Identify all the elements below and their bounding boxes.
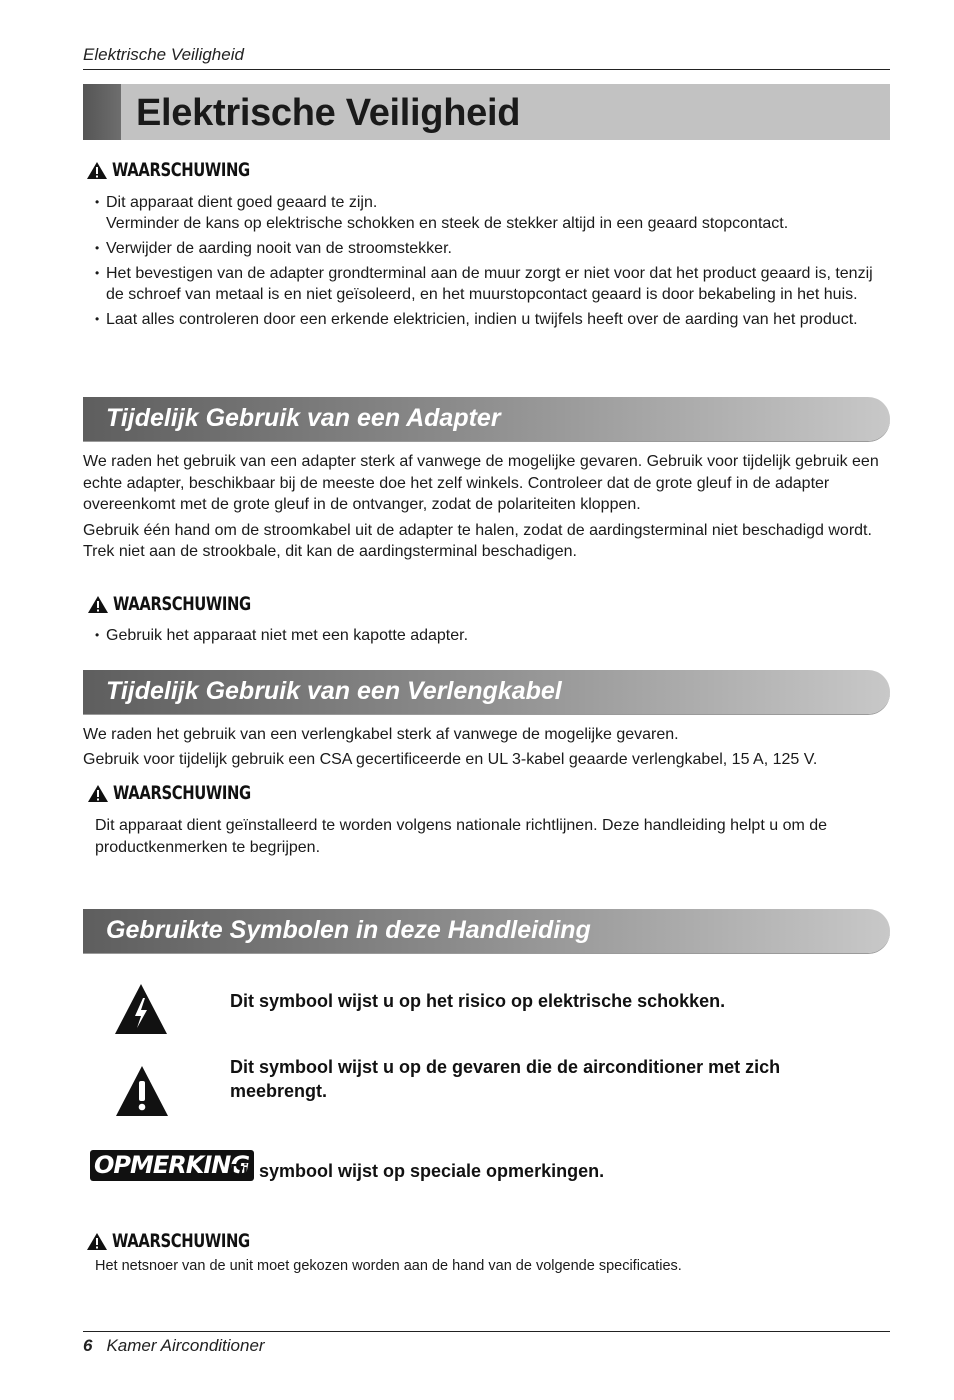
warning-heading-3 — [87, 782, 290, 804]
section-heading-symbolen — [83, 909, 890, 953]
footer-doc-title: Kamer Airconditioner — [106, 1336, 265, 1355]
warning-3-text: Dit apparaat dient geïnstalleerd te worden volgens nationale richtlijnen. Deze handleiding helpt u om de productkenmerken te begrijpen. — [95, 817, 828, 856]
adapter-body — [83, 451, 890, 563]
hazard-warning-icon — [114, 1064, 170, 1118]
page-footer — [83, 1336, 265, 1356]
list-item: • Laat alles controleren door een erkende elektricien, indien u twijfels heeft over de aarding van het product. — [95, 309, 890, 330]
list-item: • Dit apparaat dient goed geaard te zijn. Verminder de kans op elektrische schokken en steek de stekker altijd in een geaard stopcontact. — [95, 192, 890, 234]
warning-heading-2 — [87, 593, 290, 615]
list-item: • Het bevestigen van de adapter grondterminal aan de muur zorgt er niet voor dat het product geaard is, tenzij de schroef van metaal is en niet geïsoleerd, en het muurstopcontact geaard is door bekabeling in het huis. — [95, 263, 890, 305]
warning-2-list — [95, 625, 890, 650]
footer-rule — [83, 1331, 890, 1332]
symbol-desc-electric: Dit symbool wijst u op het risico op elektrische schokken. — [230, 991, 726, 1011]
section-heading-adapter — [83, 397, 890, 441]
symbol-desc-note: Dit symbool wijst op speciale opmerkingen. — [230, 1161, 605, 1181]
list-item: • Verwijder de aarding nooit van de stroomstekker. — [95, 238, 890, 259]
warning-heading-1 — [86, 159, 289, 181]
section-title: Gebruikte Symbolen in deze Handleiding — [106, 916, 591, 944]
page-title-bar — [83, 84, 890, 140]
page-title: Elektrische Veiligheid — [136, 92, 521, 134]
warning-4-text: Het netsnoer van de unit moet gekozen worden aan de hand van de volgende specificaties. — [95, 1258, 682, 1274]
warning-heading-4 — [86, 1230, 289, 1252]
section-title: Tijdelijk Gebruik van een Verlengkabel — [106, 677, 562, 705]
warning-triangle-icon — [87, 595, 109, 614]
verlengkabel-body — [83, 724, 890, 770]
header-rule — [83, 69, 890, 70]
warning-triangle-icon — [86, 1232, 108, 1251]
paragraph: Gebruik één hand om de stroomkabel uit de adapter te halen, zodat de aardingsterminal niet beschadigd wordt. Trek niet aan de strookbale, dit kan de aardingsterminal beschadigen. — [83, 521, 872, 560]
warning-triangle-icon — [87, 784, 109, 803]
section-title: Tijdelijk Gebruik van een Adapter — [106, 404, 501, 432]
electric-shock-warning-icon — [113, 982, 169, 1036]
warning-1-list — [95, 192, 890, 334]
list-item: • Gebruik het apparaat niet met een kapotte adapter. — [95, 625, 890, 646]
symbol-desc-hazard: Dit symbool wijst u op de gevaren die de airconditioner met zich meebrengt. — [230, 1057, 781, 1101]
warning-triangle-icon — [86, 161, 108, 180]
paragraph: We raden het gebruik van een adapter sterk af vanwege de mogelijke gevaren. Gebruik voor tijdelijk gebruik een echte adapter, beschikbaar bij de meeste doe het zelf winkels. Controleer dat de grote gleuf in de adapter overeenkomt met de grote gleuf in de ontvanger, zodat de polariteiten kloppen. — [83, 453, 879, 513]
warning-label: WAARSCHUWING — [112, 1230, 250, 1252]
title-tab-marker — [83, 84, 121, 140]
paragraph: We raden het gebruik van een verlengkabel sterk af vanwege de mogelijke gevaren. — [83, 726, 679, 743]
warning-label: WAARSCHUWING — [113, 593, 251, 615]
opmerking-badge: OPMERKING — [90, 1150, 254, 1181]
warning-label: WAARSCHUWING — [112, 159, 250, 181]
paragraph: Gebruik voor tijdelijk gebruik een CSA gecertificeerde en UL 3-kabel geaarde verlengkabel, 15 A, 125 V. — [83, 750, 818, 768]
running-header: Elektrische Veiligheid — [83, 45, 244, 64]
page-number: 6 — [83, 1336, 93, 1355]
section-heading-verlengkabel — [83, 670, 890, 714]
warning-label: WAARSCHUWING — [113, 782, 251, 804]
